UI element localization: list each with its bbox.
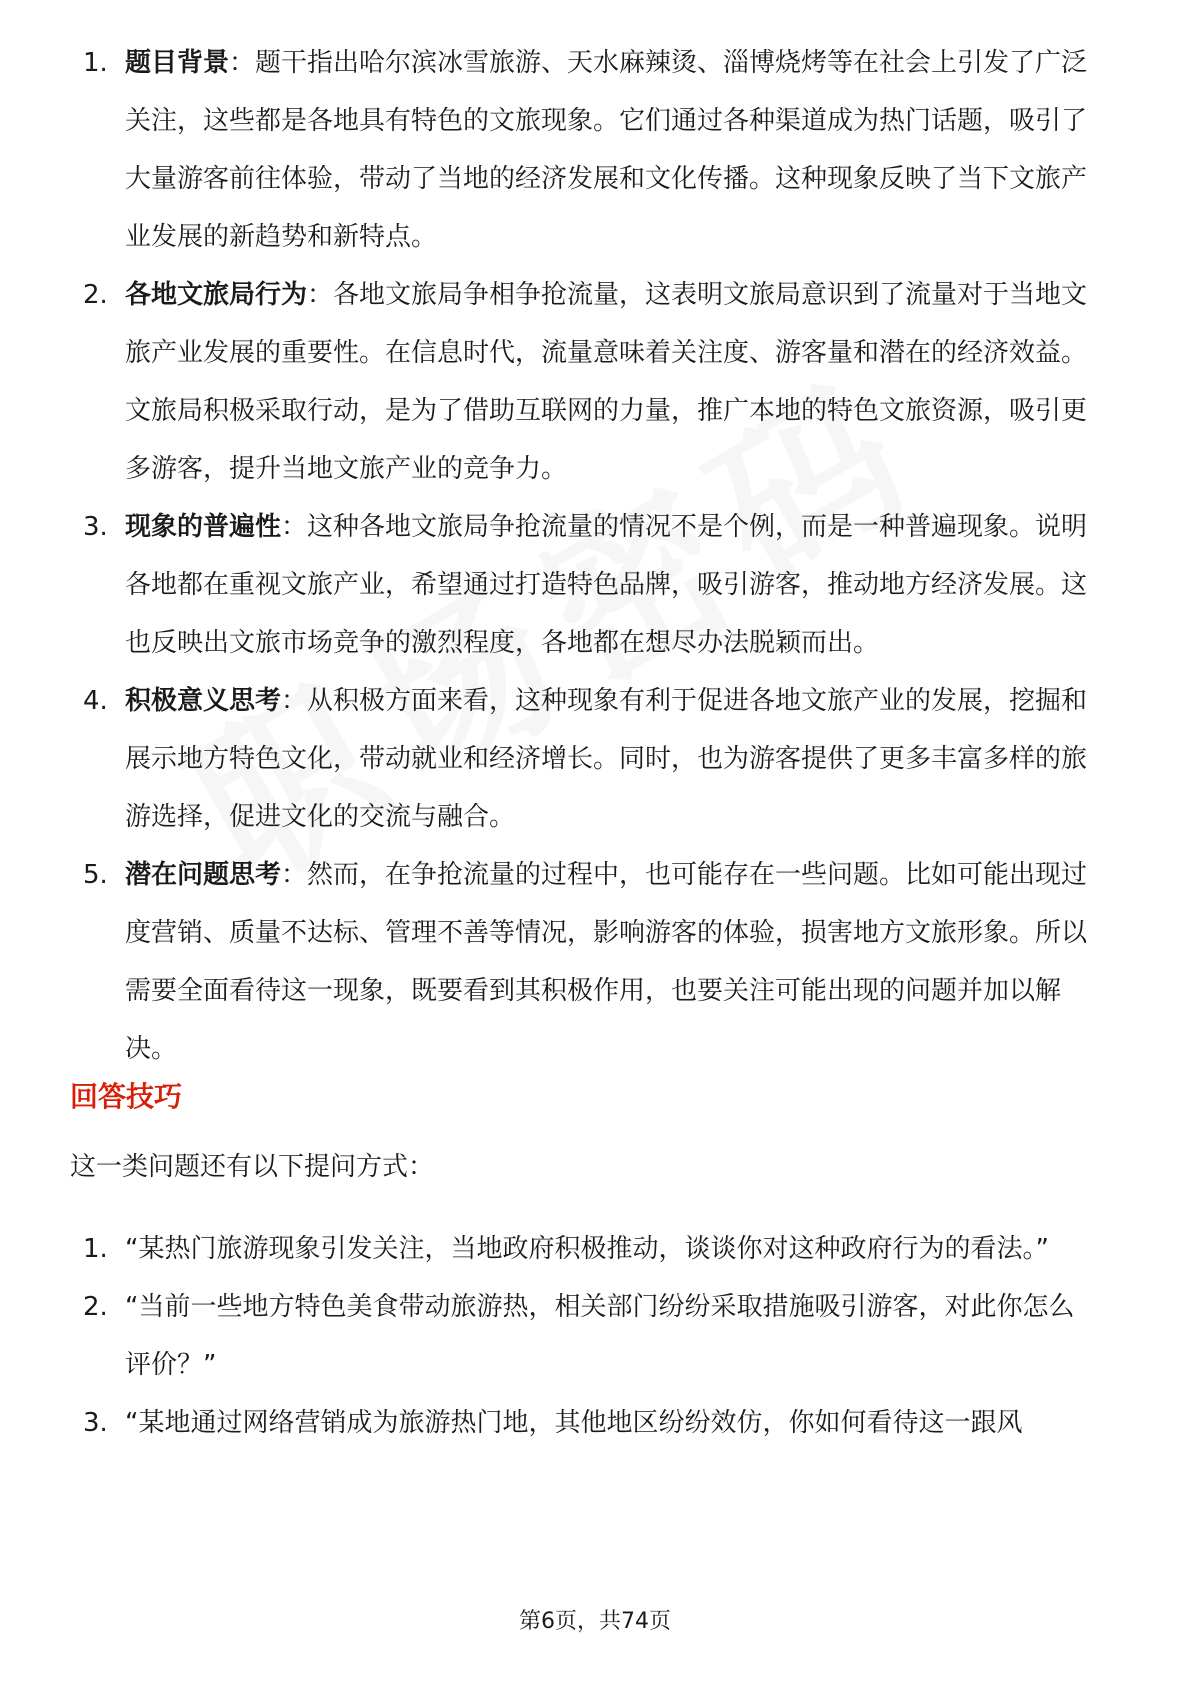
- question-text: “当前一些地方特色美食带动旅游热，相关部门纷纷采取措施吸引游客，对此你怎么评价？”: [125, 1292, 1075, 1380]
- list-number: 3.: [83, 1408, 108, 1438]
- item-text: 题干指出哈尔滨冰雪旅游、天水麻辣烫、淄博烧烤等在社会上引发了广泛关注，这些都是各地具有特色的文旅现象。它们通过各种渠道成为热门话题，吸引了大量游客前往体验，带动了当地的经济发展和文化传播。这种现象反映了当下文旅产业发展的新趋势和新特点。: [125, 48, 1088, 252]
- question-text: “某热门旅游现象引发关注，当地政府积极推动，谈谈你对这种政府行为的看法。”: [125, 1234, 1049, 1264]
- question-item-1: [0, 1220, 1190, 1278]
- list-number: 2.: [83, 280, 108, 310]
- tips-intro: 这一类问题还有以下提问方式：: [70, 1152, 435, 1182]
- list-number: 4.: [83, 686, 108, 716]
- item-title: 各地文旅局行为: [125, 280, 308, 310]
- list-number: 5.: [83, 860, 108, 890]
- item-title: 题目背景: [125, 48, 230, 78]
- item-title: 潜在问题思考: [125, 860, 282, 890]
- list-number: 1.: [83, 48, 108, 78]
- page-footer: 第6页，共74页: [519, 1609, 671, 1634]
- item-text: 然而，在争抢流量的过程中，也可能存在一些问题。比如可能出现过度营销、质量不达标、管理不善等情况，影响游客的体验，损害地方文旅形象。所以需要全面看待这一现象，既要看到其积极作用，也要关注可能出现的问题并加以解决。: [125, 860, 1088, 1064]
- question-item-3: [0, 1394, 1190, 1452]
- question-item-2: [0, 1278, 1190, 1394]
- item-text: 从积极方面来看，这种现象有利于促进各地文旅产业的发展，挖掘和展示地方特色文化，带动就业和经济增长。同时，也为游客提供了更多丰富多样的旅游选择，促进文化的交流与融合。: [125, 686, 1088, 832]
- question-list: [0, 1220, 1190, 1452]
- item-separator: ：: [281, 686, 308, 716]
- analysis-item-5: [0, 846, 1190, 1078]
- list-number: 2.: [83, 1292, 108, 1322]
- item-separator: ：: [281, 512, 308, 542]
- item-separator: ：: [281, 860, 308, 890]
- analysis-item-3: [0, 498, 1190, 672]
- list-number: 3.: [83, 512, 108, 542]
- analysis-list: [0, 34, 1190, 1078]
- list-number: 1.: [83, 1234, 108, 1264]
- analysis-item-1: [0, 34, 1190, 266]
- analysis-item-2: [0, 266, 1190, 498]
- item-title: 积极意义思考: [125, 686, 282, 716]
- analysis-item-4: [0, 672, 1190, 846]
- item-separator: ：: [229, 48, 256, 78]
- item-text: 这种各地文旅局争抢流量的情况不是个例，而是一种普遍现象。说明各地都在重视文旅产业，希望通过打造特色品牌，吸引游客，推动地方经济发展。这也反映出文旅市场竞争的激烈程度，各地都在想尽办法脱颖而出。: [125, 512, 1088, 658]
- item-title: 现象的普遍性: [125, 512, 282, 542]
- question-text: “某地通过网络营销成为旅游热门地，其他地区纷纷效仿，你如何看待这一跟风: [125, 1408, 1023, 1438]
- item-separator: ：: [307, 280, 334, 310]
- item-text: 各地文旅局争相争抢流量，这表明文旅局意识到了流量对于当地文旅产业发展的重要性。在信息时代，流量意味着关注度、游客量和潜在的经济效益。文旅局积极采取行动，是为了借助互联网的力量，推广本地的特色文旅资源，吸引更多游客，提升当地文旅产业的竞争力。: [125, 280, 1088, 484]
- tips-heading: 回答技巧: [70, 1080, 183, 1113]
